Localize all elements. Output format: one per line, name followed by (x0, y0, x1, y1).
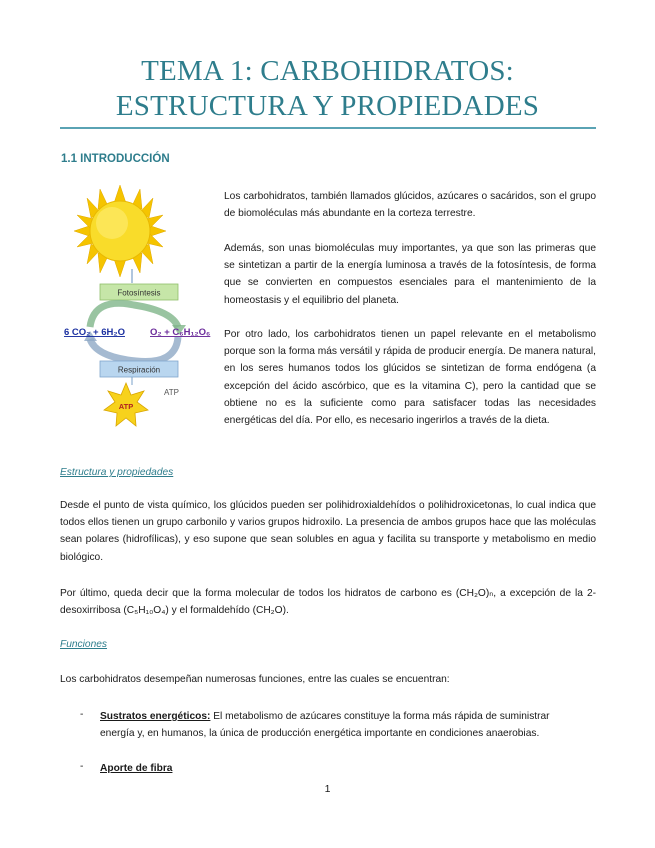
title-divider (60, 127, 596, 129)
list-dash-1: - (80, 709, 84, 720)
intro-paragraph-1: Los carbohidratos, también llamados glúcidos, azúcares o sacáridos, son el grupo de biomoléculas más abundante en la corteza terrestre. (224, 191, 596, 220)
page-number: 1 (324, 783, 331, 795)
photosynthesis-label: Fotosíntesis (117, 288, 161, 298)
page-title (0, 54, 655, 124)
carbon-cycle-figure (60, 185, 220, 430)
list-dash-2: - (80, 761, 84, 772)
estructura-paragraph-2: Por último, queda decir que la forma molecular de todos los hidratos de carbono es (CH₂O)ₙ, a excepción de la 2-desoxirribosa (C₅H₁₀O₄) y el formaldehído (CH₂O). (60, 588, 596, 617)
products-formula: O₂ + C₆H₁₂O₆ (150, 327, 211, 338)
sun-icon (74, 185, 166, 277)
list-item-energy (100, 708, 580, 742)
list-item-fiber-label: Aporte de fibra (100, 763, 173, 774)
cycle-arrow-bottom (90, 337, 178, 362)
estructura-paragraph-1: Desde el punto de vista químico, los glúcidos pueden ser polihidroxialdehídos o polihidroxicetonas, lo cual indica que todos ellos tienen un grupo carbonilo y varios grupos hidroxilo. La presencia de ambos grupos hace que las moléculas sean polares (hidrofílicas), y eso supone que sean solubles en agua y facilita su transporte y metabolismo en medio biológico. (60, 500, 596, 563)
title-line-1: TEMA 1: CARBOHIDRATOS: (141, 55, 514, 87)
funciones-heading: Funciones (60, 639, 108, 650)
intro-paragraph-3: Por otro lado, los carbohidratos tienen un papel relevante en el metabolismo porque son la forma más versátil y rápida de producir energía. De manera natural, en los seres humanos todos los glúcidos se sintetizan de forma endógena (a excepción del ácido ascórbico, que es la vitamina C), pero la cantidad que se obtiene no es la suficiente como para satisfacer todas las necesidades energéticas del día. Por ello, es necesario ingerirlos a través de la dieta. (224, 329, 596, 427)
list-item-fiber (100, 760, 580, 777)
reactants-formula: 6 CO₂ + 6H₂O (64, 327, 125, 338)
title-line-2: ESTRUCTURA Y PROPIEDADES (115, 90, 540, 122)
list-item-energy-text: El metabolismo de azúcares constituye la forma más rápida de suministrar energía y, en humanos, la única de producción energética importante en condiciones anaerobias. (100, 711, 550, 740)
section-heading: 1.1 INTRODUCCIÓN (61, 153, 170, 165)
atp-label: ATP (164, 388, 179, 397)
respiration-label: Respiración (117, 365, 161, 375)
list-item-energy-label: Sustratos energéticos: (100, 711, 211, 722)
cycle-arrow-top (90, 303, 178, 327)
funciones-intro: Los carbohidratos desempeñan numerosas funciones, entre las cuales se encuentran: (60, 674, 450, 685)
estructura-heading: Estructura y propiedades (60, 467, 174, 478)
atp-star-icon (104, 383, 148, 426)
atp-star-text: ATP (118, 402, 134, 411)
intro-paragraph-2: Además, son unas biomoléculas muy importantes, ya que son las primeras que se sintetizan a partir de la energía luminosa a través de la fotosíntesis, de forma que se convierten en compuestos esenciales para el mantenimiento de la homeostasis y el equilibrio del planeta. (224, 243, 596, 306)
